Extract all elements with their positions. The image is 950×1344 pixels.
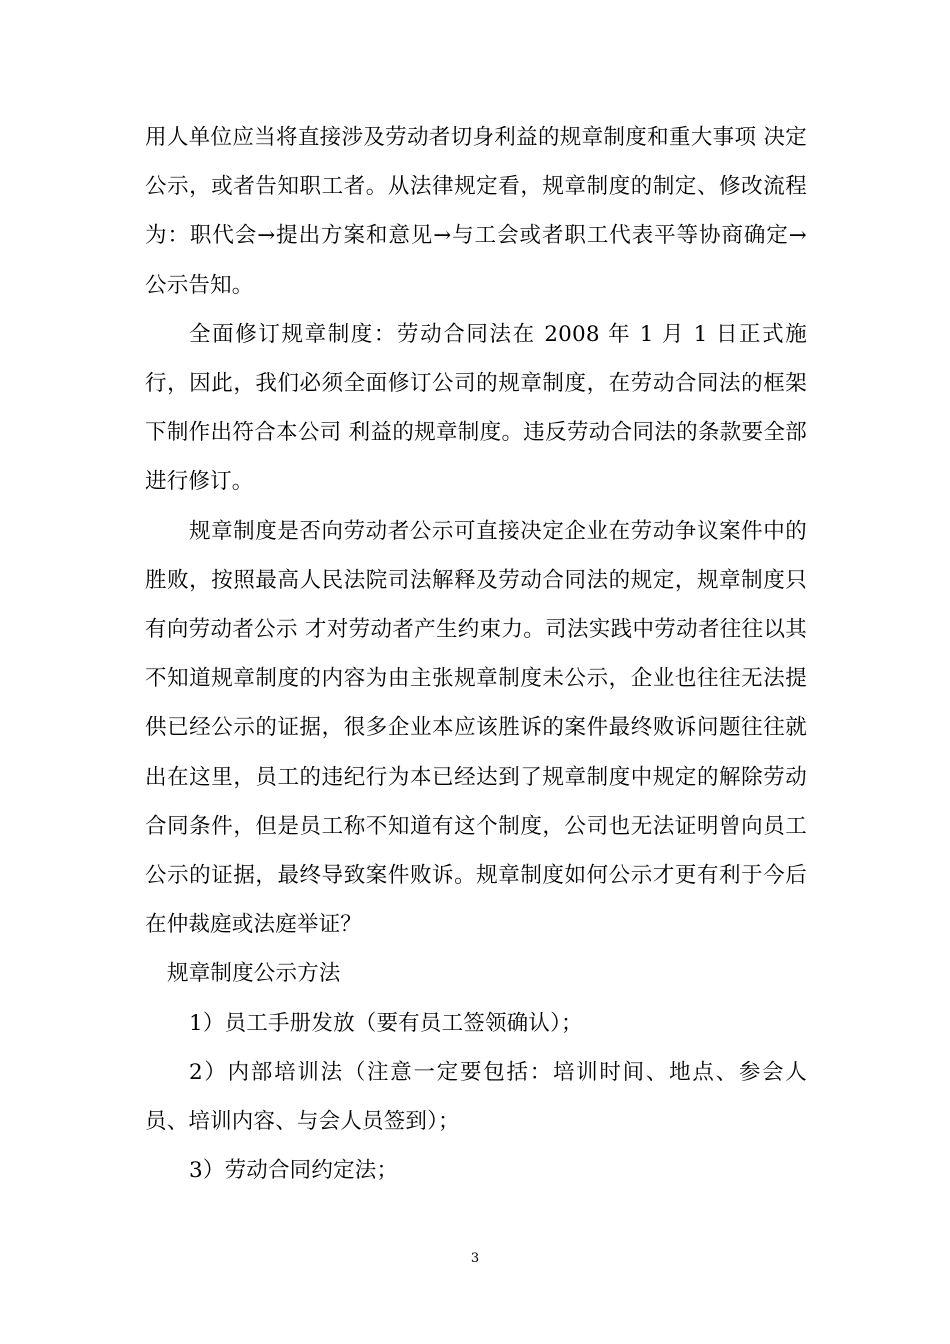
document-body xyxy=(145,113,807,1195)
paragraph-disclosure-importance: 规章制度是否向劳动者公示可直接决定企业在劳动争议案件中的胜败，按照最高人民法院司法解释及劳动合同法的规定，规章制度只有向劳动者公示 才对劳动者产生约束力。司法实践中劳动者往往以其不知道规章制度的内容为由主张规章制度未公示，企业也往往无法提供已经公示的证据，很多企业本应该胜诉的案件最终败诉问题往往就出在这里，员工的违纪行为本已经达到了规章制度中规定的解除劳动合同条件，但是员工称不知道有这个制度，公司也无法证明曾向员工公示的证据，最终导致案件败诉。规章制度如何公示才更有利于今后在仲裁庭或法庭举证？ xyxy=(145,518,807,938)
list-item-internal-training: 2）内部培训法（注意一定要包括：培训时间、地点、参会人员、培训内容、与会人员签到）； xyxy=(145,1059,807,1135)
page-number: 3 xyxy=(470,1251,480,1266)
paragraph-disclosure-requirement: 用人单位应当将直接涉及劳动者切身利益的规章制度和重大事项 决定公示，或者告知职工者。从法律规定看，规章制度的制定、修改流程为：职代会→提出方案和意见→与工会或者职工代表平等协商确定→公示告知。 xyxy=(145,125,807,298)
list-item-employee-handbook: 1）员工手册发放（要有员工签领确认）； xyxy=(189,1010,583,1036)
list-item-labor-contract: 3）劳动合同约定法； xyxy=(189,1158,399,1184)
section-heading-disclosure-methods: 规章制度公示方法 xyxy=(167,961,341,987)
paragraph-full-revision: 全面修订规章制度：劳动合同法在 2008 年 1 月 1 日正式施行，因此，我们必须全面修订公司的规章制度，在劳动合同法的框架下制作出符合本公司 利益的规章制度。违反劳动合同法的条款要全部进行修订。 xyxy=(145,321,807,495)
